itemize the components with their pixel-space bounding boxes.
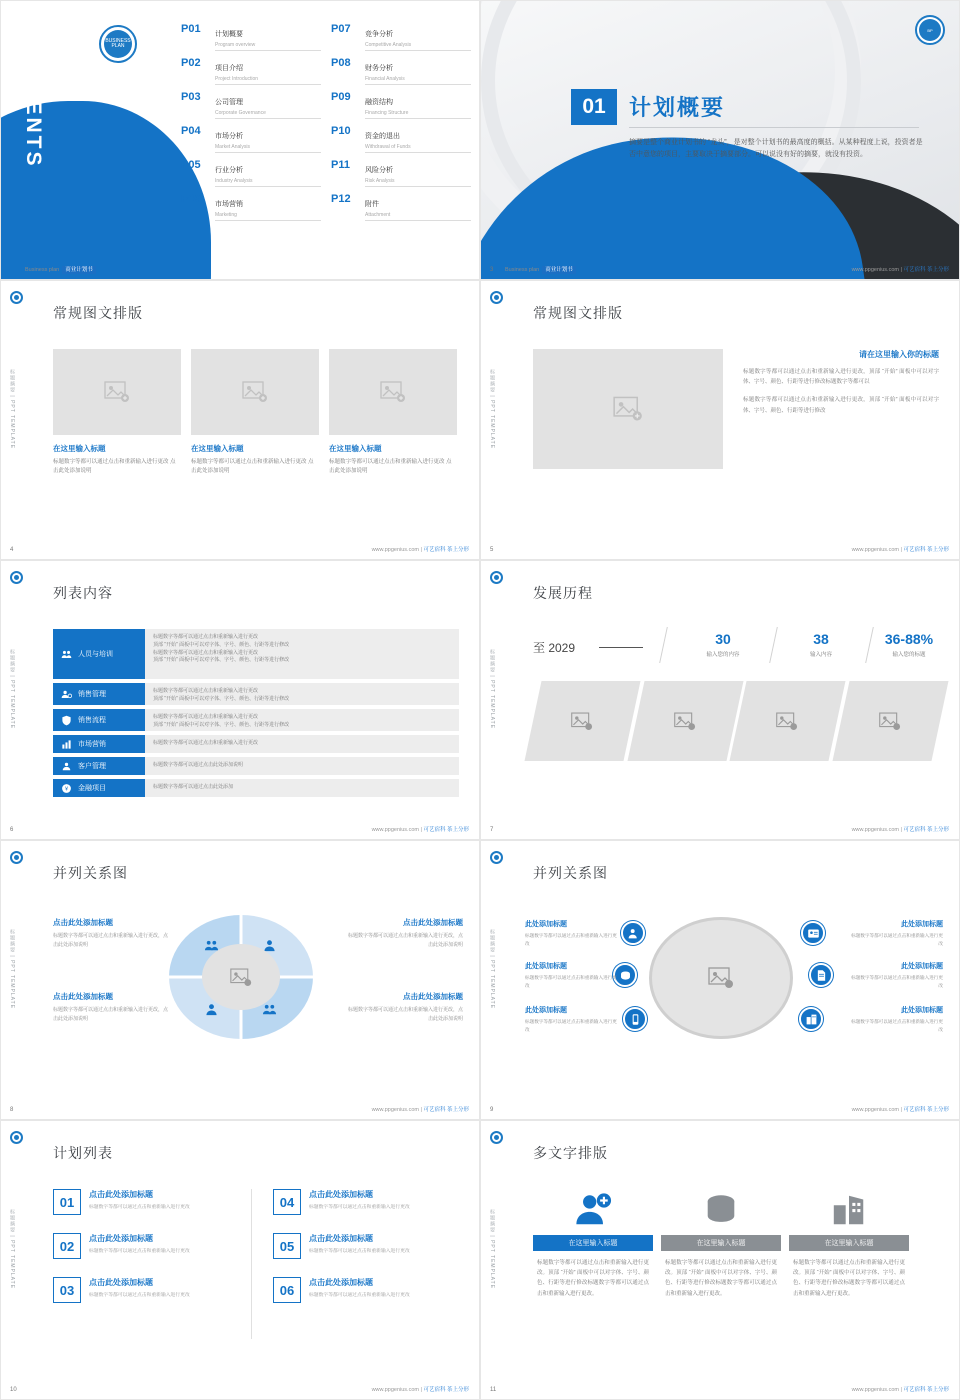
item-number: 03 bbox=[53, 1277, 81, 1303]
list-rows bbox=[53, 629, 459, 801]
list-item[interactable] bbox=[53, 683, 459, 705]
bullet-icon bbox=[10, 571, 23, 584]
toc-label: 项目介绍 bbox=[215, 65, 243, 72]
toc-number: P06 bbox=[181, 193, 201, 205]
caption-text: 标题数字等都可以通过点击和重新输入进行更改 点击此处添加说明 bbox=[53, 459, 176, 475]
list-column-right bbox=[273, 1189, 455, 1321]
slide-parallel-donut bbox=[0, 840, 480, 1120]
list-item[interactable] bbox=[273, 1233, 455, 1259]
list-item[interactable] bbox=[53, 1277, 235, 1303]
page-title: 常规图文排版 bbox=[53, 305, 143, 321]
building-icon[interactable] bbox=[799, 1007, 823, 1031]
page-number: 10 bbox=[10, 1387, 17, 1393]
text-block bbox=[525, 919, 621, 948]
divider bbox=[659, 627, 668, 663]
list-item-label[interactable]: 销售流程 bbox=[53, 709, 145, 731]
list-item[interactable] bbox=[53, 1189, 235, 1215]
toc-number: P08 bbox=[331, 57, 351, 69]
toc-label: 市场分析 bbox=[215, 133, 243, 140]
slide-section-header bbox=[480, 0, 960, 280]
bullet-icon bbox=[10, 291, 23, 304]
sidebar-label: 标题摘要 | PPT TEMPLATE bbox=[9, 1209, 15, 1290]
item-number: 06 bbox=[273, 1277, 301, 1303]
block-heading: 此处添加标题 bbox=[901, 1007, 943, 1014]
list-item-content: 标题数字等都可以通过点击和重新输入进行更改 bbox=[145, 735, 459, 753]
list-item-label[interactable]: 客户管理 bbox=[53, 757, 145, 775]
text-block bbox=[525, 961, 621, 990]
item-number: 02 bbox=[53, 1233, 81, 1259]
footer-site: www.ppgenius.com | 可艺宿科 茶上分形 bbox=[851, 827, 949, 833]
footer-site: www.ppgenius.com | 可艺宿科 茶上分形 bbox=[371, 1387, 469, 1393]
block-text: 标题数字等都可以通过点击和重新输入进行更改 bbox=[525, 975, 617, 988]
slide-list-content bbox=[0, 560, 480, 840]
toc-label-en: Marketing bbox=[215, 212, 321, 221]
item-heading: 点击此处添加标题 bbox=[89, 1234, 153, 1243]
item-heading: 点击此处添加标题 bbox=[309, 1190, 373, 1199]
finance-icon bbox=[60, 782, 73, 795]
company-logo bbox=[99, 25, 137, 63]
toc-item[interactable] bbox=[331, 91, 471, 119]
page-title: 常规图文排版 bbox=[533, 305, 623, 321]
page-number: 6 bbox=[10, 827, 14, 833]
card-text: 标题数字等都可以通过点击和重新输入进行更改。顶部 “开始” 面板中可以对字体、字号、颜色、行距等进行修改标题数字等都可以通过点击和重新输入进行更改。 bbox=[793, 1260, 905, 1297]
users-icon bbox=[60, 648, 73, 661]
sidebar-label: 标题摘要 | PPT TEMPLATE bbox=[489, 649, 495, 730]
block-text: 标题数字等都可以通过点击和重新输入进行更改 bbox=[851, 1019, 943, 1032]
card-text: 标题数字等都可以通过点击和重新输入进行更改。顶部 “开始” 面板中可以对字体、字号、颜色、行距等进行修改标题数字等都可以通过点击和重新输入进行更改。 bbox=[665, 1260, 777, 1297]
block-text: 标题数字等都可以通过点击和重新输入进行更改 bbox=[525, 933, 617, 946]
list-item[interactable] bbox=[53, 709, 459, 731]
paragraph: 标题数字等都可以通过点击和重新输入进行更改，顶部 “开始” 面板中可以对字体、字号、颜色、行距等进行修改 bbox=[743, 397, 939, 414]
stat-label: 输入您的内容 bbox=[706, 652, 740, 658]
stat-block bbox=[677, 631, 769, 658]
toc-item[interactable] bbox=[331, 23, 471, 51]
toc-item[interactable] bbox=[181, 23, 321, 51]
block-text: 标题数字等都可以通过点击和重新输入进行更改 bbox=[851, 933, 943, 946]
toc-item[interactable] bbox=[181, 159, 321, 187]
image-placeholder[interactable] bbox=[53, 349, 181, 435]
toc-label: 计划概要 bbox=[215, 31, 243, 38]
page-title: 列表内容 bbox=[53, 585, 113, 601]
paragraph: 标题数字等都可以通过点击和重新输入进行更改，顶部 “开始” 面板中可以对字体、字号、颜色、行距等进行修改标题数字等都可以 bbox=[743, 369, 939, 386]
bullet-icon bbox=[10, 851, 23, 864]
list-item-label[interactable]: 市场营销 bbox=[53, 735, 145, 753]
slide-image-text-single bbox=[480, 280, 960, 560]
list-item-content: 标题数字等都可以通过点击此处添加 bbox=[145, 779, 459, 797]
text-block bbox=[345, 917, 463, 949]
list-item[interactable] bbox=[53, 779, 459, 797]
page-title: 并列关系图 bbox=[53, 865, 128, 881]
text-column bbox=[743, 349, 939, 424]
toc-label-en: Financial Analysis bbox=[365, 76, 471, 85]
building-icon bbox=[789, 1185, 909, 1235]
image-placeholder[interactable] bbox=[329, 349, 457, 435]
footer-site: www.ppgenius.com | 可艺宿科 茶上分形 bbox=[851, 1387, 949, 1393]
toc-item[interactable] bbox=[181, 91, 321, 119]
item-heading: 点击此处添加标题 bbox=[309, 1234, 373, 1243]
block-heading: 点击此处添加标题 bbox=[403, 992, 463, 1001]
block-text: 标题数字等都可以通过点击和重新输入进行更改 bbox=[851, 975, 943, 988]
image-placeholder[interactable] bbox=[533, 349, 723, 469]
section-title: 计划概要 bbox=[629, 95, 726, 120]
stat-value: 36-88% bbox=[884, 631, 934, 647]
page-number: 5 bbox=[490, 547, 494, 553]
toc-label-en: Attachment bbox=[365, 212, 471, 221]
text-block bbox=[847, 919, 943, 948]
toc-number: P05 bbox=[181, 159, 201, 171]
card-label[interactable]: 在这里输入标题 bbox=[789, 1235, 909, 1251]
slide-footer bbox=[481, 1099, 959, 1113]
text-card bbox=[661, 1185, 781, 1299]
toc-item[interactable] bbox=[181, 193, 321, 221]
slide-footer bbox=[1, 539, 479, 553]
toc-label: 行业分析 bbox=[215, 167, 243, 174]
block-heading: 此处添加标题 bbox=[901, 921, 943, 928]
toc-label-en: Industry Analysis bbox=[215, 178, 321, 187]
bullet-icon bbox=[490, 571, 503, 584]
contents-subtitle: 目录 bbox=[49, 71, 61, 97]
page-number: 3 bbox=[490, 267, 494, 273]
item-text: 标题数字等都可以通过点击和重新输入进行更改 bbox=[89, 1293, 190, 1298]
list-item[interactable] bbox=[53, 757, 459, 775]
list-item-label[interactable]: 销售管理 bbox=[53, 683, 145, 705]
footer-business: Business plan 商业计划书 bbox=[25, 265, 96, 273]
text-card bbox=[533, 1185, 653, 1299]
text-block bbox=[53, 991, 171, 1023]
sidebar-label: 标题摘要 | PPT TEMPLATE bbox=[9, 929, 15, 1010]
item-text: 标题数字等都可以通过点击和重新输入进行更改 bbox=[309, 1249, 410, 1254]
footer-tag: 商业计划书 bbox=[542, 266, 576, 274]
image-placeholder[interactable] bbox=[729, 681, 845, 761]
item-heading: 点击此处添加标题 bbox=[309, 1278, 373, 1287]
sales-icon bbox=[60, 688, 73, 701]
card-label[interactable]: 在这里输入标题 bbox=[661, 1235, 781, 1251]
block-heading: 此处添加标题 bbox=[901, 963, 943, 970]
document-icon[interactable] bbox=[809, 963, 833, 987]
toc-label-en: Corporate Governance bbox=[215, 110, 321, 119]
list-item[interactable] bbox=[273, 1189, 455, 1215]
logo-inner: BP bbox=[919, 19, 941, 41]
contents-title: CONTENTS bbox=[22, 29, 45, 169]
list-item-content: 标题数字等都可以通过点击此处添加说明 bbox=[145, 757, 459, 775]
caption-heading: 在这里输入标题 bbox=[53, 444, 106, 453]
toc-item[interactable] bbox=[181, 125, 321, 153]
year-label: 至 2029 bbox=[533, 641, 576, 655]
slide-footer bbox=[1, 819, 479, 833]
caption-block bbox=[191, 443, 319, 476]
item-number: 05 bbox=[273, 1233, 301, 1259]
user-add-icon[interactable] bbox=[621, 921, 645, 945]
image-row bbox=[53, 349, 457, 435]
stat-value: 30 bbox=[715, 631, 731, 647]
toc-number: P02 bbox=[181, 57, 201, 69]
section-body: 摘要是整个商业计划书的 “龙头”，是对整个计划书的最高度的概括。从某种程度上说，投资者是否中意您的项目，主要取决于摘要部分。可以说没有好的摘要，就没有投资。 bbox=[629, 139, 923, 158]
slide-timeline bbox=[480, 560, 960, 840]
slide-footer bbox=[1, 1099, 479, 1113]
footer-business: Business plan 商业计划书 bbox=[505, 265, 576, 273]
page-number: 8 bbox=[10, 1107, 14, 1113]
data-icon bbox=[661, 1185, 781, 1235]
footer-site: www.ppgenius.com | 可艺宿科 茶上分形 bbox=[371, 1107, 469, 1113]
block-text: 标题数字等都可以通过点击和重新输入进行更改 bbox=[525, 1019, 617, 1032]
title-divider bbox=[629, 127, 919, 128]
toc-number: P11 bbox=[331, 159, 350, 171]
page-title: 发展历程 bbox=[533, 585, 593, 601]
year-rule bbox=[599, 647, 643, 648]
slide-contents bbox=[0, 0, 480, 280]
list-item-content: 标题数字等都可以通过点击和重新输入进行更改 顶部 “开始” 面板中可以对字体、字号、颜色、行距等进行修改 标题数字等都可以通过点击和重新输入进行更改 顶部 “开始” 面板中可以对字体、字号、颜色、行距等进行修改 bbox=[145, 629, 459, 679]
slide-footer bbox=[481, 259, 959, 273]
item-text: 标题数字等都可以通过点击和重新输入进行更改 bbox=[309, 1293, 410, 1298]
image-placeholder[interactable] bbox=[524, 681, 640, 761]
caption-row bbox=[53, 443, 457, 476]
block-text: 标题数字等都可以通过点击和重新输入进行更改，点击此处添加说明 bbox=[53, 933, 169, 948]
toc-list bbox=[181, 23, 471, 221]
card-text: 标题数字等都可以通过点击和重新输入进行更改。顶部 “开始” 面板中可以对字体、字号、颜色、行距等进行修改标题数字等都可以通过点击和重新输入进行更改。 bbox=[537, 1260, 649, 1297]
page-title: 多文字排版 bbox=[533, 1145, 608, 1161]
customer-icon bbox=[60, 760, 73, 773]
column-divider bbox=[251, 1189, 252, 1339]
text-block bbox=[53, 917, 171, 949]
toc-label-en: Withdrawal of Funds bbox=[365, 144, 471, 153]
block-text: 标题数字等都可以通过点击和重新输入进行更改，点击此处添加说明 bbox=[347, 1007, 463, 1022]
toc-label: 附件 bbox=[365, 201, 379, 208]
toc-label-en: Competitive Analysis bbox=[365, 42, 471, 51]
text-block bbox=[345, 991, 463, 1023]
slide-parallel-circle bbox=[480, 840, 960, 1120]
item-text: 标题数字等都可以通过点击和重新输入进行更改 bbox=[89, 1205, 190, 1210]
footer-site: www.ppgenius.com | 可艺宿科 茶上分形 bbox=[851, 1107, 949, 1113]
block-text: 标题数字等都可以通过点击和重新输入进行更改，点击此处添加说明 bbox=[347, 933, 463, 948]
caption-block bbox=[53, 443, 181, 476]
list-item-content: 标题数字等都可以通过点击和重新输入进行更改 顶部 “开始” 面板中可以对字体、字号、颜色、行距等进行修改 bbox=[145, 683, 459, 705]
block-heading: 此处添加标题 bbox=[525, 921, 567, 928]
sidebar-label: 标题摘要 | PPT TEMPLATE bbox=[9, 369, 15, 450]
toc-item[interactable] bbox=[331, 193, 471, 221]
shield-icon bbox=[60, 714, 73, 727]
image-placeholder[interactable] bbox=[202, 944, 280, 1010]
section-number: 01 bbox=[571, 89, 617, 125]
text-card bbox=[789, 1185, 909, 1299]
toc-label: 风险分析 bbox=[365, 167, 393, 174]
toc-number: P07 bbox=[331, 23, 351, 35]
toc-label-en: Financing Structure bbox=[365, 110, 471, 119]
item-text: 标题数字等都可以通过点击和重新输入进行更改 bbox=[89, 1249, 190, 1254]
block-heading: 此处添加标题 bbox=[525, 1007, 567, 1014]
toc-label: 融资结构 bbox=[365, 99, 393, 106]
svg-text:¥: ¥ bbox=[64, 786, 69, 793]
slide-footer bbox=[1, 1379, 479, 1393]
item-text: 标题数字等都可以通过点击和重新输入进行更改 bbox=[309, 1205, 410, 1210]
bullet-icon bbox=[490, 851, 503, 864]
company-logo bbox=[915, 15, 945, 45]
block-heading: 点击此处添加标题 bbox=[53, 992, 113, 1001]
sidebar-label: 标题摘要 | PPT TEMPLATE bbox=[9, 649, 15, 730]
chart-icon bbox=[60, 738, 73, 751]
image-placeholder[interactable] bbox=[832, 681, 948, 761]
caption-block bbox=[329, 443, 457, 476]
list-item[interactable] bbox=[53, 735, 459, 753]
text-block bbox=[525, 1005, 621, 1034]
item-number: 04 bbox=[273, 1189, 301, 1215]
caption-heading: 在这里输入标题 bbox=[191, 444, 244, 453]
toc-label-en: Project Introduction bbox=[215, 76, 321, 85]
logo-inner: BUSINESS PLAN bbox=[104, 30, 132, 58]
toc-item[interactable] bbox=[331, 125, 471, 153]
id-icon[interactable] bbox=[801, 921, 825, 945]
item-number: 01 bbox=[53, 1189, 81, 1215]
page-number: 9 bbox=[490, 1107, 494, 1113]
toc-label: 资金的退出 bbox=[365, 133, 400, 140]
card-label[interactable]: 在这里输入标题 bbox=[533, 1235, 653, 1251]
list-item-label[interactable]: 人员与培训 bbox=[53, 629, 145, 679]
stat-value: 38 bbox=[813, 631, 829, 647]
block-heading: 此处添加标题 bbox=[525, 963, 567, 970]
page-number: 7 bbox=[490, 827, 494, 833]
toc-item[interactable] bbox=[331, 159, 471, 187]
stat-label: 输入内容 bbox=[809, 652, 832, 658]
toc-label-en: Program overview bbox=[215, 42, 321, 51]
image-placeholder[interactable] bbox=[191, 349, 319, 435]
toc-label-en: Risk Analysis bbox=[365, 178, 471, 187]
page-number: 11 bbox=[490, 1387, 497, 1393]
donut-diagram bbox=[169, 915, 313, 1039]
footer-site: www.ppgenius.com | 可艺宿科 茶上分形 bbox=[371, 547, 469, 553]
block-heading: 点击此处添加标题 bbox=[53, 918, 113, 927]
footer-site: www.ppgenius.com | 可艺宿科 茶上分形 bbox=[851, 267, 949, 273]
list-item[interactable] bbox=[273, 1277, 455, 1303]
item-heading: 点击此处添加标题 bbox=[89, 1278, 153, 1287]
toc-number: P09 bbox=[331, 91, 351, 103]
slide-footer bbox=[481, 819, 959, 833]
footer-site: www.ppgenius.com | 可艺宿科 茶上分形 bbox=[371, 827, 469, 833]
list-item-content: 标题数字等都可以通过点击和重新输入进行更改 顶部 “开始” 面板中可以对字体、字号、颜色、行距等进行修改 bbox=[145, 709, 459, 731]
stat-block bbox=[861, 631, 957, 658]
footer-site: www.ppgenius.com | 可艺宿科 茶上分形 bbox=[851, 547, 949, 553]
stat-block bbox=[775, 631, 867, 658]
mobile-icon[interactable] bbox=[623, 1007, 647, 1031]
user-add-icon bbox=[533, 1185, 653, 1235]
toc-number: P10 bbox=[331, 125, 351, 137]
slide-multi-text bbox=[480, 1120, 960, 1400]
caption-text: 标题数字等都可以通过点击和重新输入进行更改 点击此处添加说明 bbox=[329, 459, 452, 475]
slide-footer bbox=[1, 259, 479, 273]
toc-item[interactable] bbox=[181, 57, 321, 85]
bullet-icon bbox=[10, 1131, 23, 1144]
caption-text: 标题数字等都可以通过点击和重新输入进行更改 点击此处添加说明 bbox=[191, 459, 314, 475]
center-circle[interactable] bbox=[649, 917, 793, 1039]
stat-label: 输入您的标题 bbox=[892, 652, 926, 658]
toc-label: 公司管理 bbox=[215, 99, 243, 106]
toc-label: 竞争分析 bbox=[365, 31, 393, 38]
toc-number: P04 bbox=[181, 125, 201, 137]
toc-number: P12 bbox=[331, 193, 351, 205]
slide-plan-list bbox=[0, 1120, 480, 1400]
page-title: 并列关系图 bbox=[533, 865, 608, 881]
toc-item[interactable] bbox=[331, 57, 471, 85]
toc-number: P01 bbox=[181, 23, 201, 35]
slide-image-text-three bbox=[0, 280, 480, 560]
page-number: 4 bbox=[10, 547, 14, 553]
text-heading: 请在这里输入你的标题 bbox=[859, 350, 939, 359]
text-block bbox=[847, 961, 943, 990]
sidebar-label: 标题摘要 | PPT TEMPLATE bbox=[489, 929, 495, 1010]
toc-number: P03 bbox=[181, 91, 201, 103]
text-block bbox=[847, 1005, 943, 1034]
toc-label: 市场营销 bbox=[215, 201, 243, 208]
list-column-left bbox=[53, 1189, 235, 1321]
page-title: 计划列表 bbox=[53, 1145, 113, 1161]
bullet-icon bbox=[490, 291, 503, 304]
block-heading: 点击此处添加标题 bbox=[403, 918, 463, 927]
toc-label-en: Market Analysis bbox=[215, 144, 321, 153]
slide-footer bbox=[481, 539, 959, 553]
caption-heading: 在这里输入标题 bbox=[329, 444, 382, 453]
list-item-label[interactable]: ¥ 金融项目 bbox=[53, 779, 145, 797]
sidebar-label: 标题摘要 | PPT TEMPLATE bbox=[489, 1209, 495, 1290]
block-text: 标题数字等都可以通过点击和重新输入进行更改，点击此处添加说明 bbox=[53, 1007, 169, 1022]
slide-footer bbox=[481, 1379, 959, 1393]
list-item[interactable] bbox=[53, 629, 459, 679]
bullet-icon bbox=[490, 1131, 503, 1144]
toc-label: 财务分析 bbox=[365, 65, 393, 72]
item-heading: 点击此处添加标题 bbox=[89, 1190, 153, 1199]
image-band bbox=[533, 681, 939, 761]
sidebar-label: 标题摘要 | PPT TEMPLATE bbox=[489, 369, 495, 450]
list-item[interactable] bbox=[53, 1233, 235, 1259]
image-placeholder[interactable] bbox=[627, 681, 743, 761]
footer-tag: 商业计划书 bbox=[62, 266, 96, 274]
